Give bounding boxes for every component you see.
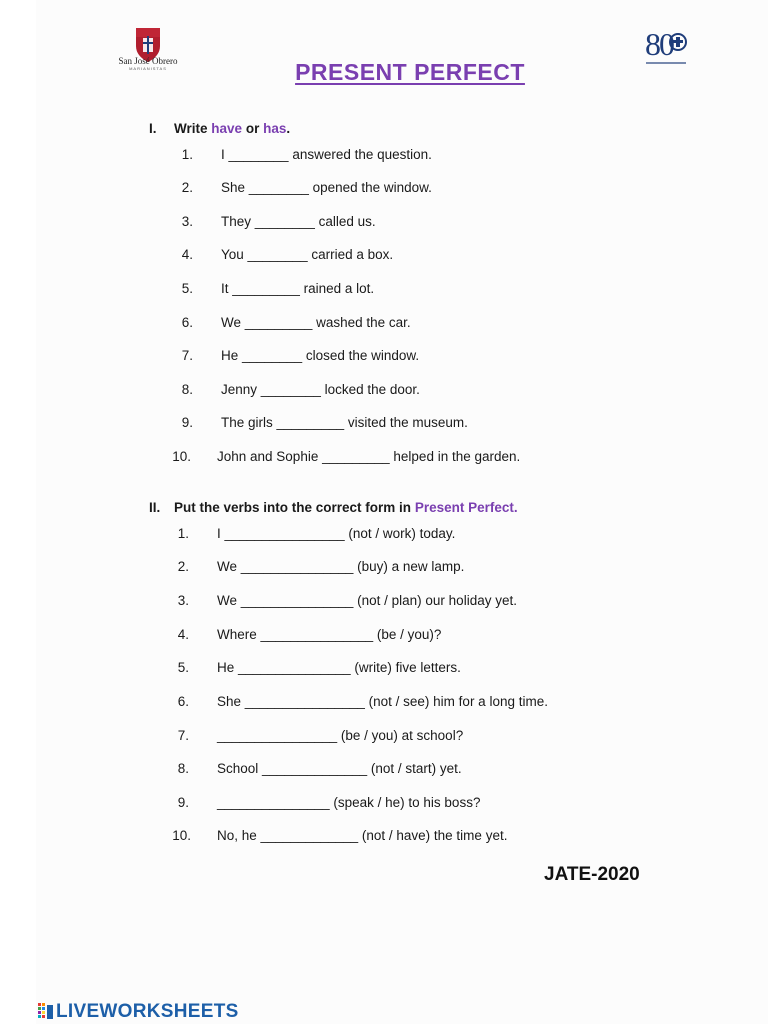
section-1-item[interactable] [181,214,376,229]
item-text: Where _______________ (be / you)? [217,627,442,642]
section-1-item[interactable] [181,147,432,162]
item-text: She ________ opened the window. [221,180,432,195]
item-number: 9. [177,795,189,810]
item-number: 10. [172,828,191,843]
item-number: 2. [181,180,193,195]
section-2-item[interactable] [177,559,465,574]
school-name: San José Obrero [118,56,178,66]
item-number: 7. [181,348,193,363]
present-perfect-highlight: Present Perfect. [414,500,518,515]
liveworksheets-logo[interactable] [38,1001,239,1023]
section-2-item[interactable] [177,728,464,743]
word-or: or [245,121,260,136]
liveworksheets-icon [38,1003,54,1021]
item-text: She ________________ (not / see) him for a long time. [217,694,548,709]
section-2-item[interactable] [177,694,548,709]
item-text: We _________ washed the car. [221,315,411,330]
section-1-instruction-prefix: Write [174,121,208,136]
item-text: I ________ answered the question. [221,147,432,162]
section-2-item[interactable] [177,761,462,776]
section-2-heading [149,500,518,515]
item-text: _______________ (speak / he) to his boss? [217,795,481,810]
section-2-item[interactable] [172,828,508,843]
item-number: 9. [181,415,193,430]
section-1-heading [149,121,290,136]
item-number: 5. [181,281,193,296]
section-1-item[interactable] [181,281,375,296]
item-number: 3. [177,593,189,608]
anniversary-number: 80 [645,26,673,62]
item-number: 1. [181,147,193,162]
item-number: 10. [172,449,191,464]
item-text: John and Sophie _________ helped in the garden. [217,449,521,464]
item-number: 3. [181,214,193,229]
item-number: 8. [177,761,189,776]
item-text: They ________ called us. [221,214,376,229]
item-text: ________________ (be / you) at school? [217,728,464,743]
item-text: School ______________ (not / start) yet. [217,761,462,776]
item-text: It _________ rained a lot. [221,281,375,296]
item-text: You ________ carried a box. [221,247,394,262]
item-text: He _______________ (write) five letters. [217,660,461,675]
item-number: 6. [177,694,189,709]
item-text: We _______________ (buy) a new lamp. [217,559,465,574]
section-2-item[interactable] [177,526,456,541]
item-text: The girls _________ visited the museum. [221,415,468,430]
section-1-item[interactable] [181,315,411,330]
section-1-item[interactable] [181,382,420,397]
section-2-item[interactable] [177,593,517,608]
item-number: 8. [181,382,193,397]
item-number: 4. [181,247,193,262]
item-text: Jenny ________ locked the door. [221,382,420,397]
section-2-item[interactable] [177,627,442,642]
section-2-item[interactable] [177,795,481,810]
liveworksheets-brand-text: LIVEWORKSHEETS [56,1001,239,1022]
word-have: have [211,121,243,136]
item-number: 2. [177,559,189,574]
school-subtitle: MARIANISTAS [129,66,167,71]
section-1-item[interactable] [181,348,420,363]
section-1-item[interactable] [181,415,468,430]
section-1-period: . [286,121,291,136]
item-text: We _______________ (not / plan) our holiday yet. [217,593,517,608]
item-text: He ________ closed the window. [221,348,420,363]
item-number: 1. [177,526,189,541]
section-2-roman: II. [149,500,161,515]
item-number: 4. [177,627,189,642]
section-2-instruction-prefix: Put the verbs into the correct form in [174,500,412,515]
section-1-roman: I. [149,121,157,136]
section-2-item[interactable] [177,660,461,675]
item-number: 5. [177,660,189,675]
page-title-text: PRESENT PERFECT [295,59,525,85]
item-text: No, he _____________ (not / have) the time yet. [217,828,508,843]
author-code: JATE-2020 [544,864,640,885]
page-title [0,59,768,86]
section-1-item[interactable] [181,180,432,195]
item-number: 6. [181,315,193,330]
section-1-item[interactable] [172,449,521,464]
word-has: has [263,121,287,136]
section-1-item[interactable] [181,247,394,262]
item-text: I ________________ (not / work) today. [217,526,456,541]
item-number: 7. [177,728,189,743]
